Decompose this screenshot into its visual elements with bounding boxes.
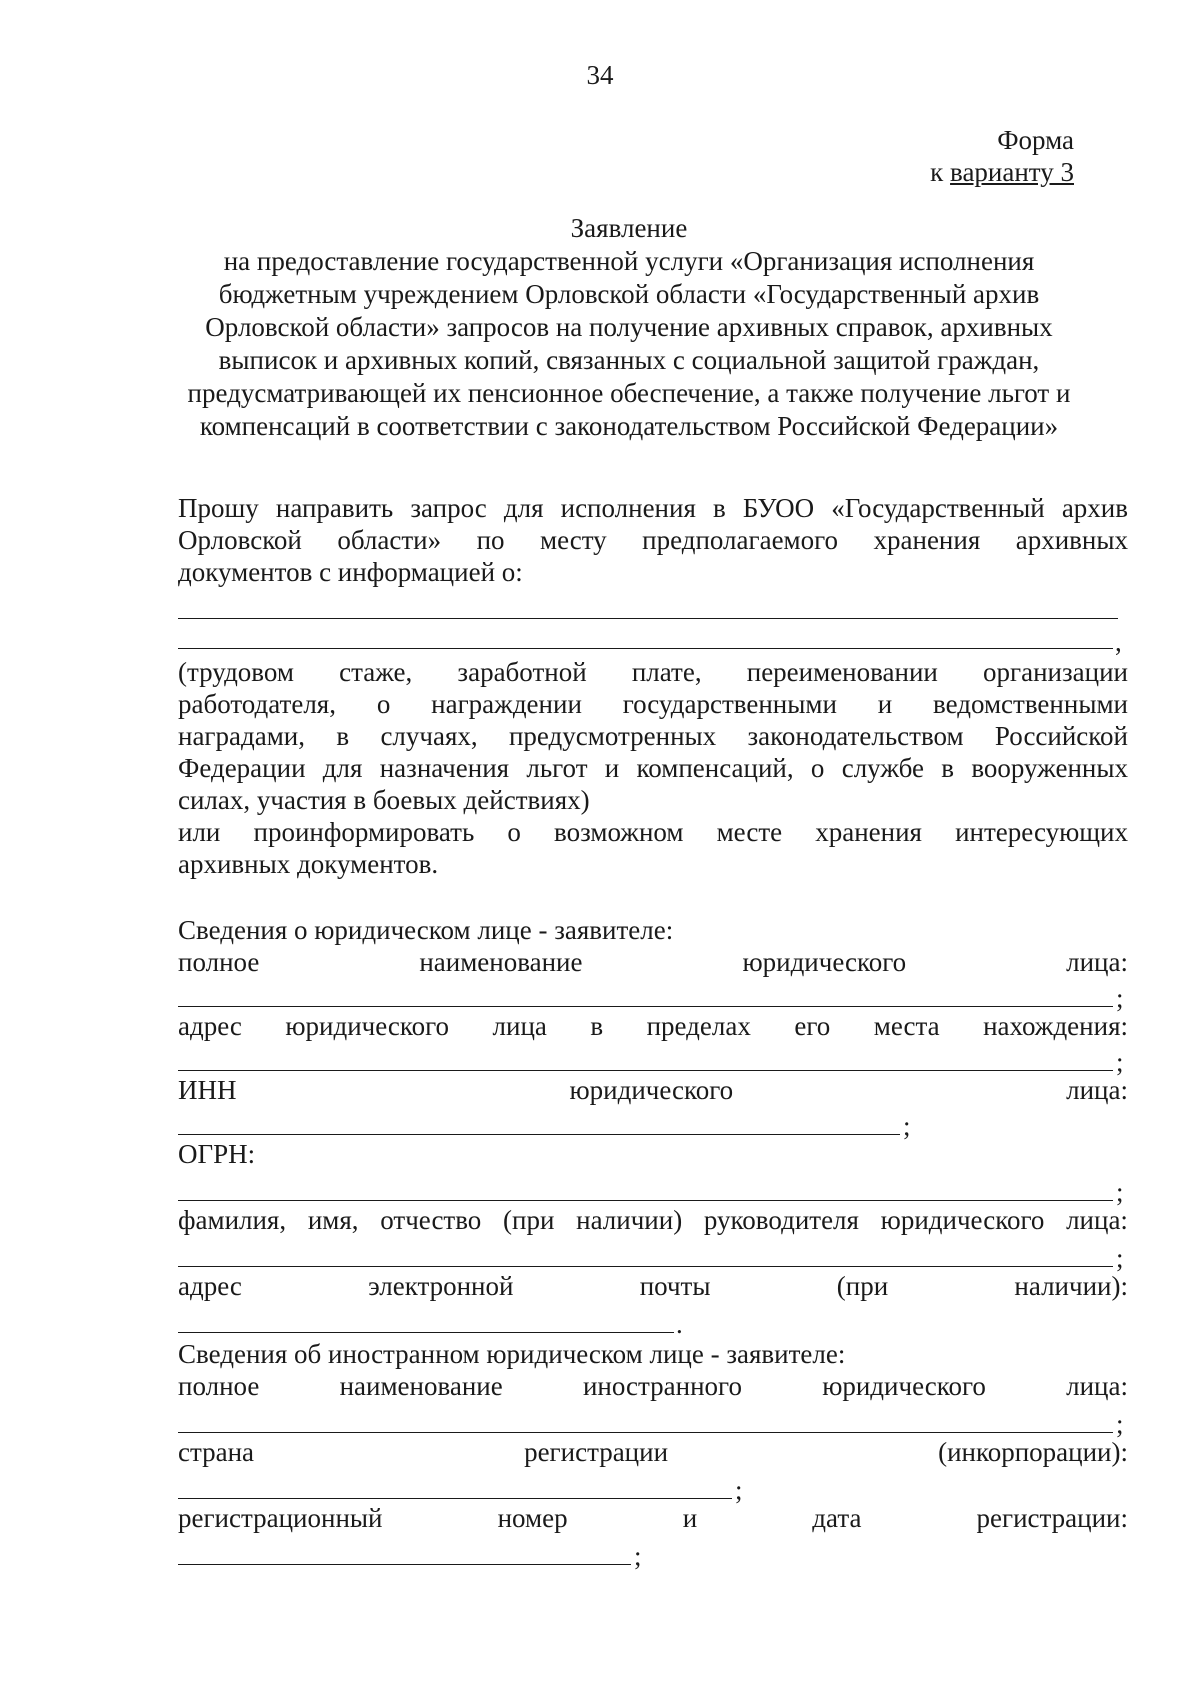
label-word: наименование <box>339 1371 503 1401</box>
explanation-line: работодателя, о награждении государственными и ведомственными <box>178 689 1128 719</box>
foreign-entity-full-name-label <box>178 1370 1128 1402</box>
label-word: номер <box>497 1503 568 1533</box>
request-paragraph <box>178 492 1128 588</box>
semicolon: ; <box>1116 983 1124 1013</box>
label-word: имя, <box>307 1205 359 1235</box>
label-word: иностранного <box>582 1371 742 1401</box>
label-word: и <box>682 1503 698 1533</box>
label-word: юридического <box>569 1075 734 1105</box>
explanation-line: или проинформировать о возможном месте хранения интересующих <box>178 817 1128 847</box>
label-word: юридического <box>822 1371 986 1401</box>
legal-entity-head-field[interactable] <box>178 1266 1113 1267</box>
label-word: фамилия, <box>178 1205 287 1235</box>
legal-entity-heading-text: Сведения о юридическом лице - заявителе: <box>178 915 674 945</box>
label-word: (при <box>503 1205 555 1235</box>
label-word: его <box>794 1011 831 1041</box>
label-word: регистрационный <box>178 1503 383 1533</box>
semicolon: ; <box>903 1111 911 1141</box>
label-word: почты <box>639 1271 711 1301</box>
foreign-entity-country-label <box>178 1436 1128 1468</box>
explanation-paragraph <box>178 656 1128 880</box>
label-word: в <box>590 1011 604 1041</box>
label-word: лица: <box>1066 947 1128 977</box>
explanation-line: архивных документов. <box>178 849 439 879</box>
title-line: бюджетным учреждением Орловской области «Государственный архив <box>218 279 1040 309</box>
request-line: Прошу направить запрос для исполнения в БУОО «Государственный архив <box>178 493 1128 523</box>
label-word: страна <box>178 1437 255 1467</box>
label-word: нахождения: <box>983 1011 1128 1041</box>
legal-entity-email-label <box>178 1270 1128 1302</box>
semicolon: ; <box>1116 1409 1124 1439</box>
explanation-line: (трудовом стаже, заработной плате, переименовании организации <box>178 657 1128 687</box>
semicolon: ; <box>735 1475 743 1505</box>
form-variant-label <box>930 156 1074 188</box>
foreign-entity-heading <box>178 1338 1128 1370</box>
document-title <box>170 212 1088 443</box>
foreign-entity-heading-text: Сведения об иностранном юридическом лице - заявителе: <box>178 1339 846 1369</box>
foreign-entity-full-name-field[interactable] <box>178 1432 1113 1433</box>
label-word: (инкорпорации): <box>938 1437 1128 1467</box>
legal-entity-address-label <box>178 1010 1128 1042</box>
label-word: наличии) <box>576 1205 683 1235</box>
title-line: на предоставление государственной услуги «Организация исполнения <box>223 246 1035 276</box>
label-word: адрес <box>178 1011 242 1041</box>
semicolon: ; <box>1116 1243 1124 1273</box>
label-word: полное <box>178 947 260 977</box>
legal-entity-email-field[interactable] <box>178 1332 674 1333</box>
legal-entity-ogrn-field[interactable] <box>178 1200 1113 1201</box>
title-line: выписок и архивных копий, связанных с социальной защитой граждан, <box>218 345 1040 375</box>
explanation-line: Федерации для назначения льгот и компенсаций, о службе в вооруженных <box>178 753 1128 783</box>
label-word: наличии): <box>1014 1271 1128 1301</box>
page-number: 34 <box>586 60 614 90</box>
semicolon: ; <box>1116 1177 1124 1207</box>
info-blank-line-2[interactable] <box>178 648 1113 649</box>
label-word: места <box>873 1011 940 1041</box>
legal-entity-address-field[interactable] <box>178 1070 1113 1071</box>
label-word: пределах <box>646 1011 751 1041</box>
info-blank-line-1[interactable] <box>178 618 1118 619</box>
label-word: дата <box>812 1503 862 1533</box>
form-label: Форма <box>997 125 1074 155</box>
label-word: регистрации <box>524 1437 669 1467</box>
label-word: лица: <box>1066 1205 1128 1235</box>
info-comma: , <box>1115 627 1122 657</box>
legal-entity-full-name-field[interactable] <box>178 1006 1113 1007</box>
foreign-entity-reg-field[interactable] <box>178 1564 631 1565</box>
request-line: Орловской области» по месту предполагаемого хранения архивных <box>178 525 1128 555</box>
explanation-line: наградами, в случаях, предусмотренных законодательством Российской <box>178 721 1128 751</box>
explanation-line: силах, участия в боевых действиях) <box>178 785 590 815</box>
label-word: руководителя <box>703 1205 859 1235</box>
title-line: Орловской области» запросов на получение архивных справок, архивных <box>205 312 1053 342</box>
foreign-entity-country-field[interactable] <box>178 1498 732 1499</box>
title-line: компенсаций в соответствии с законодательством Российской Федерации» <box>199 411 1059 441</box>
legal-entity-inn-field[interactable] <box>178 1134 900 1135</box>
semicolon: ; <box>634 1541 642 1571</box>
semicolon: ; <box>1116 1047 1124 1077</box>
label-word: лица: <box>1066 1075 1128 1105</box>
label-word: адрес <box>178 1271 242 1301</box>
legal-entity-heading <box>178 914 1128 946</box>
legal-entity-full-name-label <box>178 946 1128 978</box>
request-line: документов с информацией о: <box>178 557 523 587</box>
title-line: предусматривающей их пенсионное обеспечение, а также получение льгот и <box>187 378 1071 408</box>
form-variant-link: варианту 3 <box>950 157 1074 187</box>
label-word: регистрации: <box>976 1503 1128 1533</box>
label-word: юридического <box>880 1205 1045 1235</box>
label-word: ИНН <box>178 1075 237 1105</box>
label-word: наименование <box>419 947 583 977</box>
foreign-entity-reg-label <box>178 1502 1128 1534</box>
legal-entity-inn-label <box>178 1074 1128 1106</box>
title-heading: Заявление <box>570 213 688 243</box>
label-word: лица <box>492 1011 547 1041</box>
label-word: ОГРН: <box>178 1139 256 1169</box>
label-word: полное <box>178 1371 260 1401</box>
legal-entity-ogrn-label <box>178 1138 1128 1170</box>
legal-entity-head-label <box>178 1204 1128 1236</box>
label-word: электронной <box>368 1271 514 1301</box>
period: . <box>676 1309 683 1339</box>
label-word: отчество <box>380 1205 482 1235</box>
form-variant-prefix: к <box>930 157 951 187</box>
label-word: (при <box>836 1271 889 1301</box>
label-word: юридического <box>742 947 907 977</box>
label-word: юридического <box>285 1011 450 1041</box>
label-word: лица: <box>1066 1371 1128 1401</box>
